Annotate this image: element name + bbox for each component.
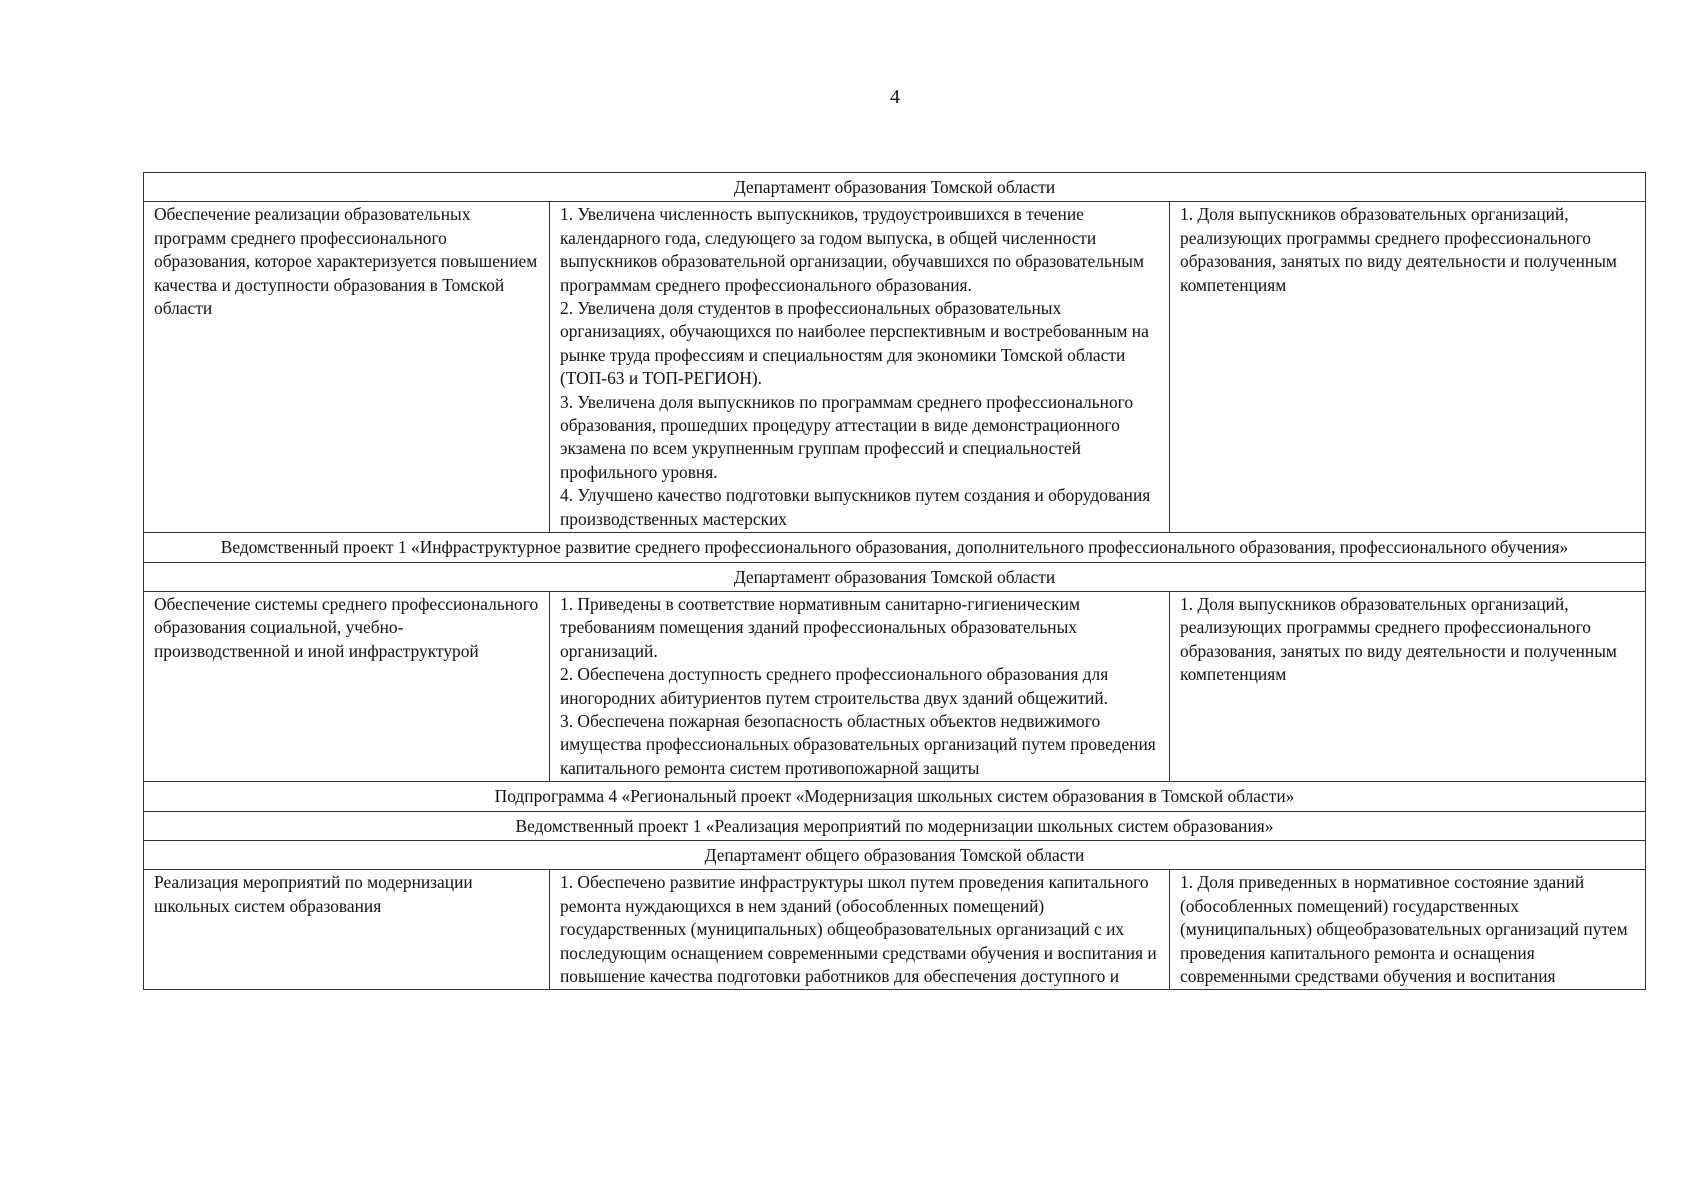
table-row xyxy=(144,782,1646,811)
goal-cell: Обеспечение реализации образовательных программ среднего профессионального образования, которое характеризуется повышением качества и доступности образования в Томской области xyxy=(144,202,550,533)
department-header: Департамент общего образования Томской области xyxy=(144,840,1646,869)
results-cell xyxy=(550,202,1170,533)
table-row xyxy=(144,533,1646,562)
indicator-cell: 1. Доля выпускников образовательных организаций, реализующих программы среднего профессионального образования, занятых по виду деятельности и полученным компетенциям xyxy=(1170,591,1646,781)
result-item: 3. Обеспечена пожарная безопасность областных объектов недвижимого имущества профессиональных образовательных организаций путем проведения капитального ремонта систем противопожарной защиты xyxy=(560,710,1156,778)
page-number: 4 xyxy=(890,86,900,108)
result-item: 4. Улучшено качество подготовки выпускников путем создания и оборудования производственных мастерских xyxy=(560,485,1151,529)
indicator-cell: 1. Доля выпускников образовательных организаций, реализующих программы среднего профессионального образования, занятых по виду деятельности и полученным компетенциям xyxy=(1170,202,1646,533)
indicator-cell: 1. Доля приведенных в нормативное состояние зданий (обособленных помещений) государственных (муниципальных) общеобразовательных организаций путем проведения капитального ремонта и оснащения современными средствами обучения и воспитания xyxy=(1170,870,1646,990)
goal-cell: Реализация мероприятий по модернизации школьных систем образования xyxy=(144,870,550,990)
result-item: 1. Увеличена численность выпускников, трудоустроившихся в течение календарного года, следующего за годом выпуска, в общей численности выпускников образовательной организации, обучавшихся по образовательным программам среднего профессионального образования. xyxy=(560,204,1144,295)
results-cell xyxy=(550,870,1170,990)
goal-cell: Обеспечение системы среднего профессионального образования социальной, учебно-производственной и иной инфраструктурой xyxy=(144,591,550,781)
table-row xyxy=(144,811,1646,840)
program-table xyxy=(143,172,1646,990)
table-row xyxy=(144,870,1646,990)
department-header: Департамент образования Томской области xyxy=(144,173,1646,202)
table-row xyxy=(144,562,1646,591)
subprogram-header: Подпрограмма 4 «Региональный проект «Модернизация школьных систем образования в Томской области» xyxy=(144,782,1646,811)
department-header: Департамент образования Томской области xyxy=(144,562,1646,591)
table-row xyxy=(144,173,1646,202)
result-item: 2. Обеспечена доступность среднего профессионального образования для иногородних абитуриентов путем строительства двух зданий общежитий. xyxy=(560,664,1109,708)
project-header: Ведомственный проект 1 «Реализация мероприятий по модернизации школьных систем образования» xyxy=(144,811,1646,840)
project-header: Ведомственный проект 1 «Инфраструктурное развитие среднего профессионального образования, дополнительного профессионального образования, профессионального обучения» xyxy=(144,533,1646,562)
result-item: 3. Увеличена доля выпускников по программам среднего профессионального образования, прошедших процедуру аттестации в виде демонстрационного экзамена по всем укрупненным группам профессий и специальностей профильного уровня. xyxy=(560,391,1134,482)
table-row xyxy=(144,840,1646,869)
result-item: 1. Приведены в соответствие нормативным санитарно-гигиеническим требованиям помещения зданий профессиональных образовательных организаций. xyxy=(560,593,1080,661)
table-row xyxy=(144,202,1646,533)
results-cell xyxy=(550,591,1170,781)
result-item: 1. Обеспечено развитие инфраструктуры школ путем проведения капитального ремонта нуждающихся в нем зданий (обособленных помещений) государственных (муниципальных) общеобразовательных организаций с их последующим оснащением современными средствами обучения и воспитания и повышение качества подготовки работников для обеспечения доступного и xyxy=(560,872,1157,986)
result-item: 2. Увеличена доля студентов в профессиональных образовательных организациях, обучающихся по наиболее перспективным и востребованным на рынке труда профессиям и специальностям для экономики Томской области (ТОП-63 и ТОП-РЕГИОН). xyxy=(560,298,1149,389)
table-row xyxy=(144,591,1646,781)
